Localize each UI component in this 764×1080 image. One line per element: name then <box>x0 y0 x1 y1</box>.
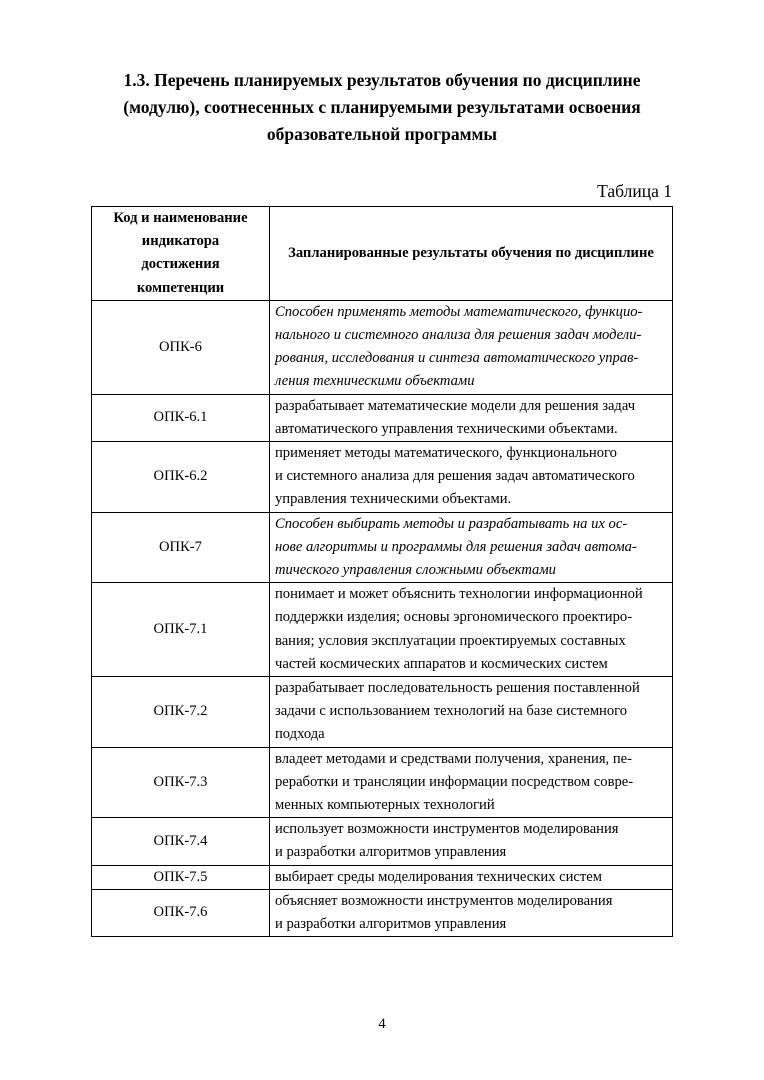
planned-result-line: подхода <box>275 726 325 743</box>
indicator-code-cell: ОПК-7.6 <box>92 889 270 936</box>
planned-result-line: разрабатывает последовательность решения поставленной <box>275 680 640 697</box>
section-heading <box>60 67 704 148</box>
planned-result-cell <box>270 583 673 677</box>
planned-result-line: применяет методы математического, функционального <box>275 445 617 462</box>
planned-result-line: Способен применять методы математического, функцио- <box>275 303 643 320</box>
planned-result-line: и разработки алгоритмов управления <box>275 916 507 933</box>
planned-result-cell <box>270 300 673 394</box>
table-row <box>92 394 673 441</box>
table-row <box>92 442 673 513</box>
table-header-row <box>92 207 673 301</box>
planned-result-line: нове алгоритмы и программы для решения задач автома- <box>275 538 637 555</box>
planned-result-line: рования, исследования и синтеза автоматического управ- <box>275 350 639 367</box>
planned-result-line: выбирает среды моделирования технических систем <box>275 868 602 885</box>
planned-result-line: и разработки алгоритмов управления <box>275 844 507 861</box>
indicator-code-cell: ОПК-6.1 <box>92 394 270 441</box>
planned-result-cell <box>270 512 673 583</box>
planned-result-cell <box>270 677 673 748</box>
learning-outcomes-table <box>91 206 673 937</box>
header-code-line: компетенции <box>136 279 225 296</box>
planned-result-line: управления техническими объектами. <box>275 491 512 508</box>
planned-result-line: автоматического управления техническими объектами. <box>275 420 618 437</box>
indicator-code-cell: ОПК-7 <box>92 512 270 583</box>
planned-result-cell <box>270 865 673 889</box>
header-code-cell <box>92 207 270 301</box>
planned-result-line: владеет методами и средствами получения, хранения, пе- <box>275 750 632 767</box>
table-row <box>92 583 673 677</box>
planned-result-cell <box>270 442 673 513</box>
planned-result-line: понимает и может объяснить технологии информационной <box>275 586 643 603</box>
table-row <box>92 677 673 748</box>
header-code-line: достижения <box>141 256 220 273</box>
planned-result-line: реработки и трансляции информации посредством совре- <box>275 773 634 790</box>
planned-result-line: задачи с использованием технологий на базе системного <box>275 703 628 720</box>
indicator-code-cell: ОПК-7.5 <box>92 865 270 889</box>
header-code-line: индикатора <box>141 233 220 250</box>
planned-result-line: тического управления сложными объектами <box>275 562 556 579</box>
indicator-code-cell: ОПК-7.4 <box>92 818 270 865</box>
planned-result-cell <box>270 818 673 865</box>
table-row <box>92 889 673 936</box>
planned-result-cell <box>270 747 673 818</box>
planned-result-line: нального и системного анализа для решения задач модели- <box>275 327 642 344</box>
header-result-cell: Запланированные результаты обучения по дисциплине <box>270 207 673 301</box>
planned-result-line: поддержки изделия; основы эргономического проектиро- <box>275 609 633 626</box>
table-row <box>92 747 673 818</box>
table-caption: Таблица 1 <box>597 181 672 201</box>
indicator-code-cell: ОПК-7.2 <box>92 677 270 748</box>
section-heading-line: образовательной программы <box>266 124 498 144</box>
indicator-code-cell: ОПК-7.3 <box>92 747 270 818</box>
planned-result-line: частей космических аппаратов и космических систем <box>275 655 608 672</box>
header-code-line: Код и наименование <box>113 210 248 226</box>
planned-result-line: ления техническими объектами <box>275 373 475 390</box>
indicator-code-cell: ОПК-7.1 <box>92 583 270 677</box>
planned-result-line: вания; условия эксплуатации проектируемых составных <box>275 632 626 649</box>
indicator-code-cell: ОПК-6.2 <box>92 442 270 513</box>
planned-result-line: Способен выбирать методы и разрабатывать на их ос- <box>275 515 628 532</box>
table-row <box>92 300 673 394</box>
table-row <box>92 512 673 583</box>
indicator-code-cell: ОПК-6 <box>92 300 270 394</box>
planned-result-line: менных компьютерных технологий <box>275 797 495 814</box>
table-row <box>92 865 673 889</box>
planned-result-line: объясняет возможности инструментов моделирования <box>275 892 613 909</box>
table-body <box>92 300 673 936</box>
planned-result-line: и системного анализа для решения задач автоматического <box>275 468 635 485</box>
section-heading-line: (модулю), соотнесенных с планируемыми результатами освоения <box>123 97 641 117</box>
page-number: 4 <box>378 1016 386 1032</box>
section-heading-line: 1.3. Перечень планируемых результатов обучения по дисциплине <box>123 70 641 90</box>
planned-result-line: использует возможности инструментов моделирования <box>275 821 619 838</box>
planned-result-cell <box>270 889 673 936</box>
table-row <box>92 818 673 865</box>
planned-result-line: разрабатывает математические модели для решения задач <box>275 397 636 414</box>
planned-result-cell <box>270 394 673 441</box>
